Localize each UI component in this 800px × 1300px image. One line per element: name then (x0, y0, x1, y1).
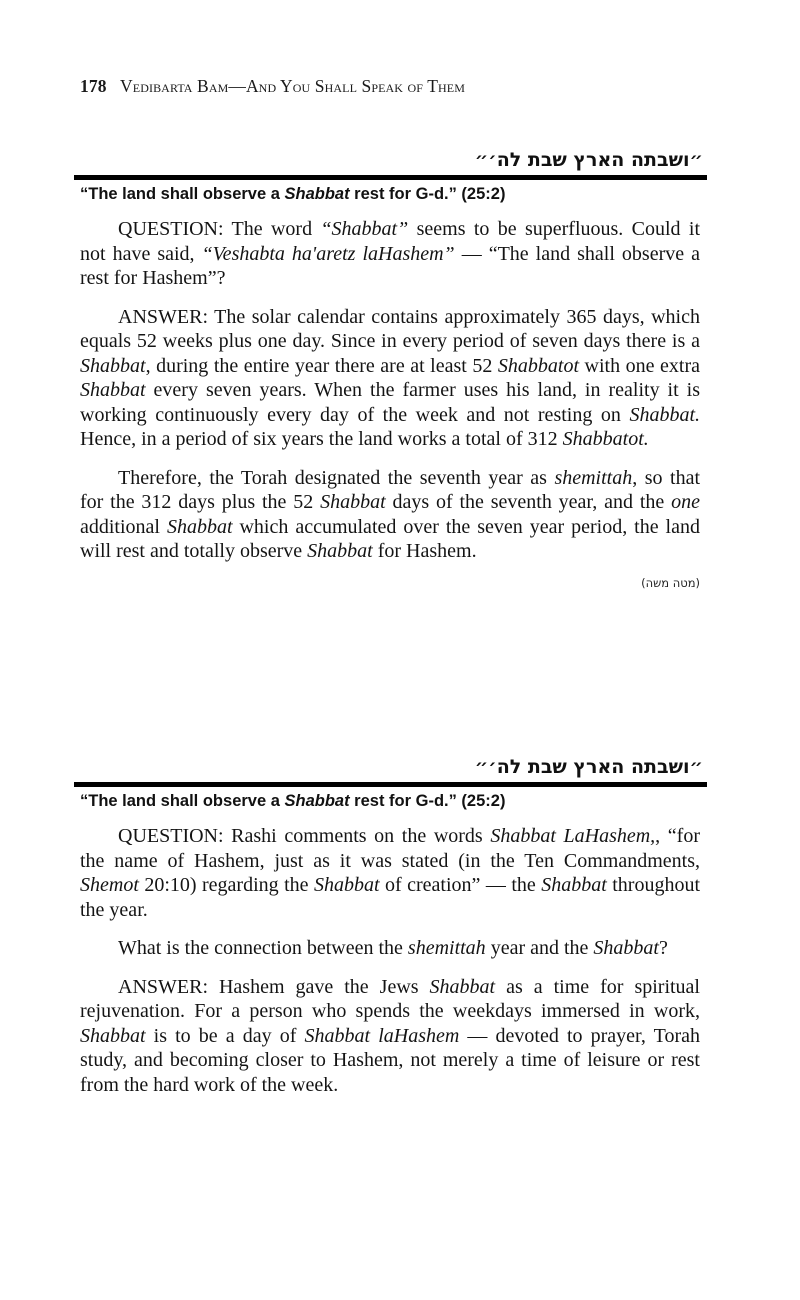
text-run: — “The land shall observe a rest for Hashem”? (80, 242, 700, 289)
question-paragraph (80, 217, 700, 291)
italic-term: Shabbat (80, 379, 146, 401)
italic-term: one (671, 491, 700, 513)
italic-term: Shabbat (307, 540, 373, 562)
text-run: QUESTION: The word (118, 218, 321, 240)
italic-term: Shabbat (429, 975, 496, 998)
section-1 (74, 149, 707, 590)
book-title: Vedibarta Bam—And You Shall Speak of Them (120, 76, 465, 96)
italic-term: “Shabbat” (320, 218, 409, 240)
text-run: days of the seventh year, and the (385, 491, 672, 513)
subtitle-text: “The land shall observe a (80, 185, 285, 203)
verse-translation-subtitle (74, 790, 707, 812)
verse-translation-subtitle (74, 183, 707, 205)
answer-paragraph (80, 975, 700, 1098)
italic-term: Shabbatot (497, 354, 580, 377)
question-followup-paragraph (80, 936, 700, 961)
text-run: ANSWER: Hashem gave the Jews (118, 975, 430, 998)
subtitle-italic: Shabbat (284, 185, 350, 203)
italic-term: Shabbat (314, 874, 380, 896)
italic-term: “Veshabta ha'aretz laHashem” (201, 242, 455, 265)
subtitle-text: “The land shall observe a (80, 792, 285, 810)
italic-term: Shabbat (80, 1024, 146, 1047)
italic-term: Shabbat (593, 937, 659, 959)
section-body (74, 217, 707, 564)
text-run: additional (80, 515, 167, 538)
italic-term: Shabbat LaHashem, (490, 825, 656, 847)
hebrew-verse-heading: ״ושבתה הארץ שבת לה׳״ (474, 149, 703, 171)
page-number: 178 (80, 76, 107, 96)
section-body (74, 824, 707, 1097)
text-run: Therefore, the Torah designated the seventh year as (118, 466, 555, 489)
italic-term: Shabbatot. (562, 428, 649, 450)
answer-paragraph (80, 305, 700, 452)
text-run: — devoted to prayer, Torah study, and becoming closer to Hashem, not merely a time of leisure or rest from the hard work of the week. (80, 1024, 701, 1096)
text-run: , during the entire year there are at least 52 (145, 354, 498, 377)
italic-term: shemittah (554, 466, 633, 489)
text-run: for Hashem. (372, 540, 477, 562)
text-run: , so that for the 312 days plus the 52 (80, 466, 701, 513)
text-run: seems to be superfluous. Could it not have said, (80, 218, 700, 265)
text-run: What is the connection between the (118, 937, 408, 959)
text-run: of creation” — the (379, 874, 542, 896)
question-paragraph (80, 824, 700, 922)
running-head (80, 76, 465, 97)
section-divider-rule (74, 782, 707, 787)
text-run: is to be a day of (145, 1024, 305, 1047)
section-2 (74, 756, 707, 1111)
source-citation: (מטה משה) (641, 575, 700, 590)
subtitle-text: rest for G-d.” (25:2) (349, 792, 506, 810)
italic-term: Shabbat (541, 874, 607, 896)
text-run: QUESTION: Rashi comments on the words (118, 825, 491, 847)
italic-term: Shabbat. (629, 403, 700, 426)
italic-term: Shabbat (80, 354, 146, 377)
section-divider-rule (74, 175, 707, 180)
text-run: Hence, in a period of six years the land works a total of 312 (80, 428, 563, 450)
italic-term: Shabbat (320, 491, 386, 513)
italic-term: Shemot (80, 874, 139, 896)
text-run: as a time for spiritual rejuvenation. For a person who spends the weekdays immersed in work, (80, 975, 700, 1022)
italic-term: Shabbat laHashem (304, 1024, 460, 1047)
italic-term: Shabbat (166, 515, 233, 538)
subtitle-italic: Shabbat (284, 792, 350, 810)
text-run: with one extra (579, 354, 700, 377)
text-run: ANSWER: The solar calendar contains approximately 365 days, which equals 52 weeks plus one day. Since in every period of seven days there is a (80, 305, 700, 352)
text-run: , “for the name of Hashem, just as it was stated (in the Ten Commandments, (80, 825, 700, 872)
text-run: every seven years. When the farmer uses his land, in reality it is working continuously every day of the week and not resting on (80, 379, 700, 426)
italic-term: shemittah (407, 937, 486, 959)
answer-continuation-paragraph (80, 466, 700, 564)
text-run: year and the (485, 937, 594, 959)
subtitle-text: rest for G-d.” (25:2) (349, 185, 506, 203)
text-run: ? (658, 937, 668, 959)
text-run: throughout the year. (80, 874, 701, 921)
text-run: 20:10) regarding the (138, 874, 314, 896)
text-run: which accumulated over the seven year period, the land will rest and totally observe (80, 515, 700, 562)
hebrew-verse-heading: ״ושבתה הארץ שבת לה׳״ (474, 756, 703, 778)
